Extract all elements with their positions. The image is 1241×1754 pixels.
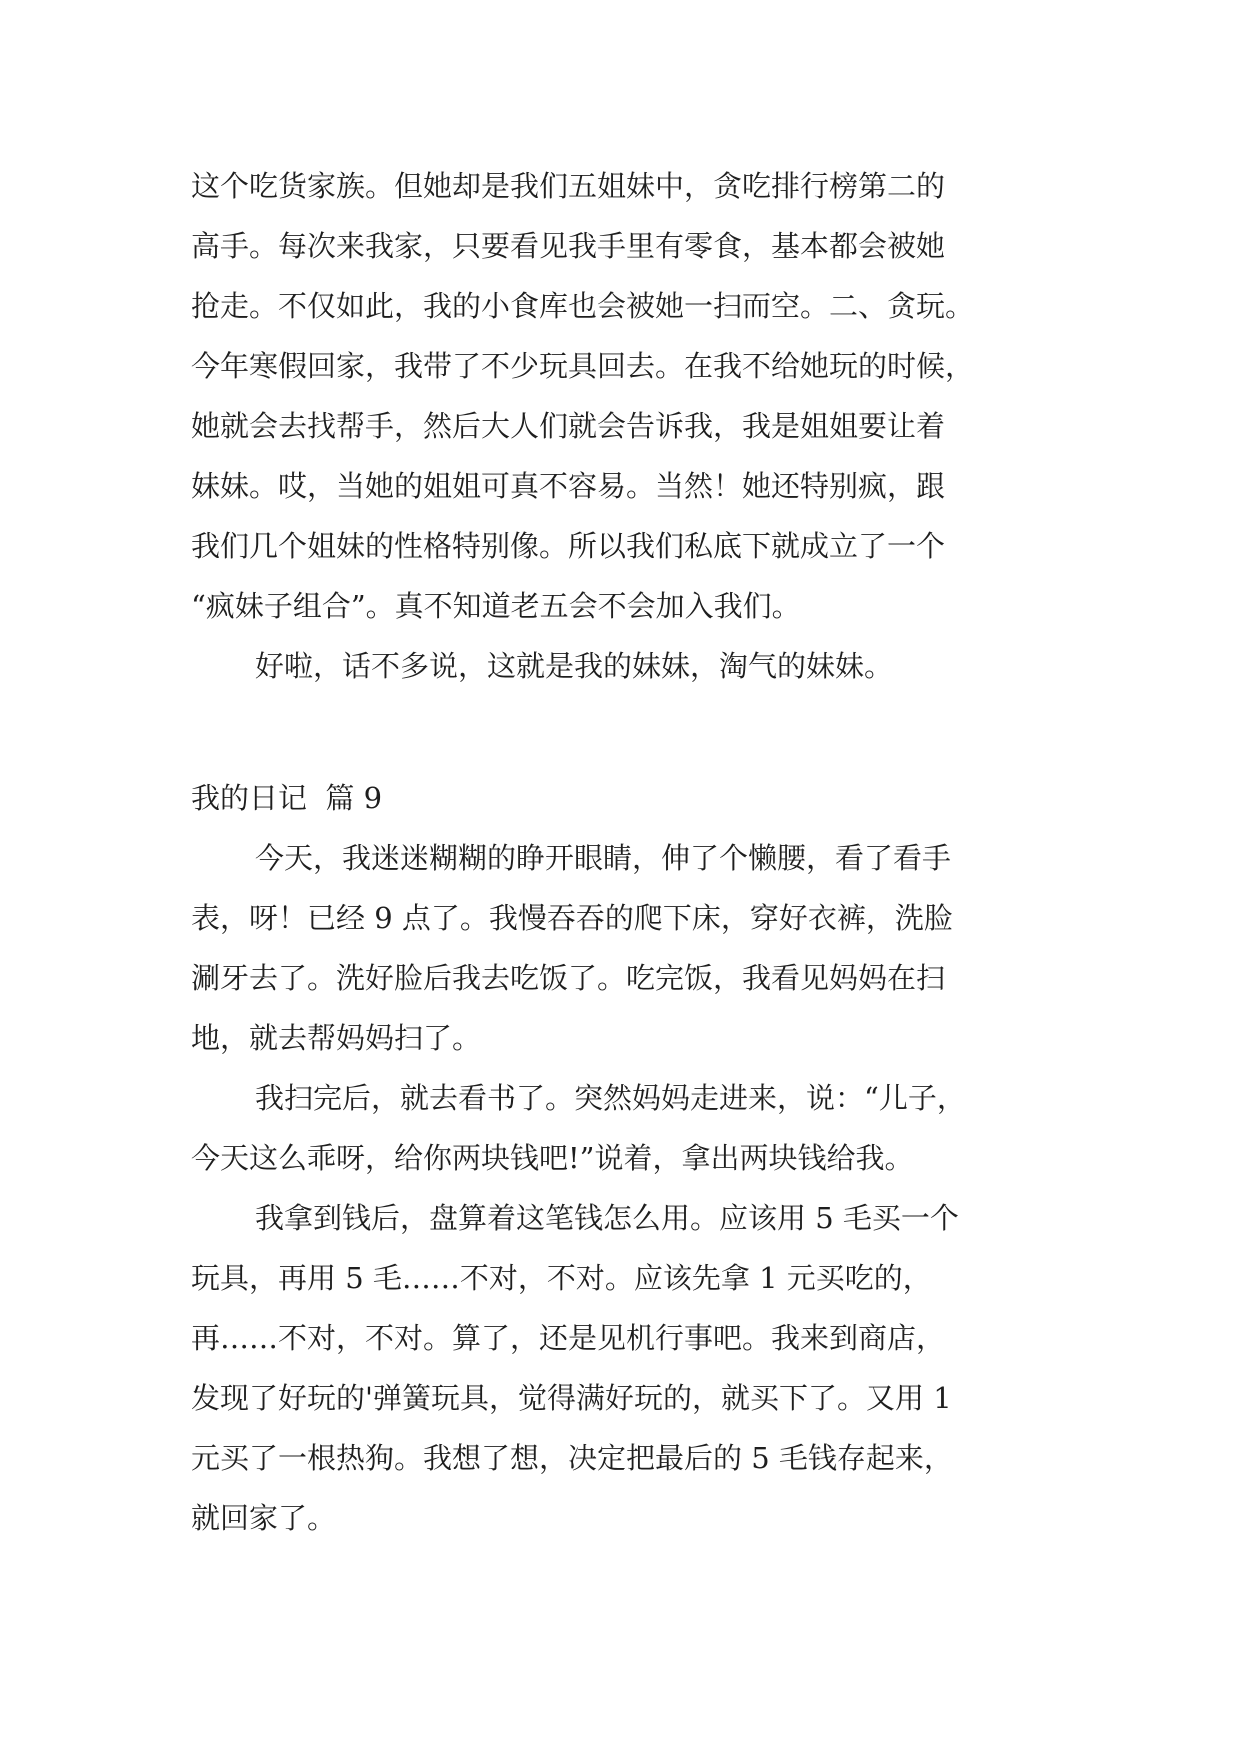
text-line: 地，就去帮妈妈扫了。: [191, 1021, 482, 1055]
text-line: 我扫完后，就去看书了。突然妈妈走进来，说：“儿子，: [255, 1081, 966, 1115]
text-line: 今年寒假回家，我带了不少玩具回去。在我不给她玩的时候，: [191, 349, 975, 383]
paragraph-spending: [191, 1188, 1051, 1548]
text-line: 就回家了。: [191, 1501, 337, 1535]
paragraph-reading: [191, 1068, 1051, 1188]
section-title: 我的日记 篇 9: [191, 781, 383, 815]
text-line: 涮牙去了。洗好脸后我去吃饭了。吃完饭，我看见妈妈在扫: [191, 961, 946, 995]
section-spacer: [191, 696, 1051, 768]
text-line: 发现了好玩的'弹簧玩具，觉得满好玩的，就买下了。又用 1: [191, 1381, 952, 1415]
text-line: 再……不对，不对。算了，还是见机行事吧。我来到商店，: [191, 1321, 946, 1355]
document-body: [191, 156, 1051, 1548]
text-line: 我们几个姐妹的性格特别像。所以我们私底下就成立了一个: [191, 529, 946, 563]
text-line: 她就会去找帮手，然后大人们就会告诉我，我是姐姐要让着: [191, 409, 946, 443]
text-line: 这个吃货家族。但她却是我们五姐妹中，贪吃排行榜第二的: [191, 169, 946, 203]
text-line: 我拿到钱后，盘算着这笔钱怎么用。应该用 5 毛买一个: [255, 1201, 959, 1235]
paragraph-closing: 好啦，话不多说，这就是我的妹妹，淘气的妹妹。: [255, 649, 894, 683]
text-line: 抢走。不仅如此，我的小食库也会被她一扫而空。二、贪玩。: [191, 289, 975, 323]
text-line: 今天，我迷迷糊糊的睁开眼睛，伸了个懒腰，看了看手: [255, 841, 952, 875]
text-line: 表，呀！已经 9 点了。我慢吞吞的爬下床，穿好衣裤，洗脸: [191, 901, 953, 935]
text-line: 妹妹。哎，当她的姐姐可真不容易。当然！她还特别疯，跟: [191, 469, 946, 503]
text-line: 元买了一根热狗。我想了想，决定把最后的 5 毛钱存起来，: [191, 1441, 953, 1475]
text-line: “疯妹子组合”。真不知道老五会不会加入我们。: [191, 589, 801, 623]
paragraph-sister-story: [191, 156, 1051, 636]
text-line: 高手。每次来我家，只要看见我手里有零食，基本都会被她: [191, 229, 946, 263]
text-line: 玩具，再用 5 毛……不对，不对。应该先拿 1 元买吃的，: [191, 1261, 932, 1295]
paragraph-morning: [191, 828, 1051, 1068]
text-line: 今天这么乖呀，给你两块钱吧!”说着，拿出两块钱给我。: [191, 1141, 914, 1175]
